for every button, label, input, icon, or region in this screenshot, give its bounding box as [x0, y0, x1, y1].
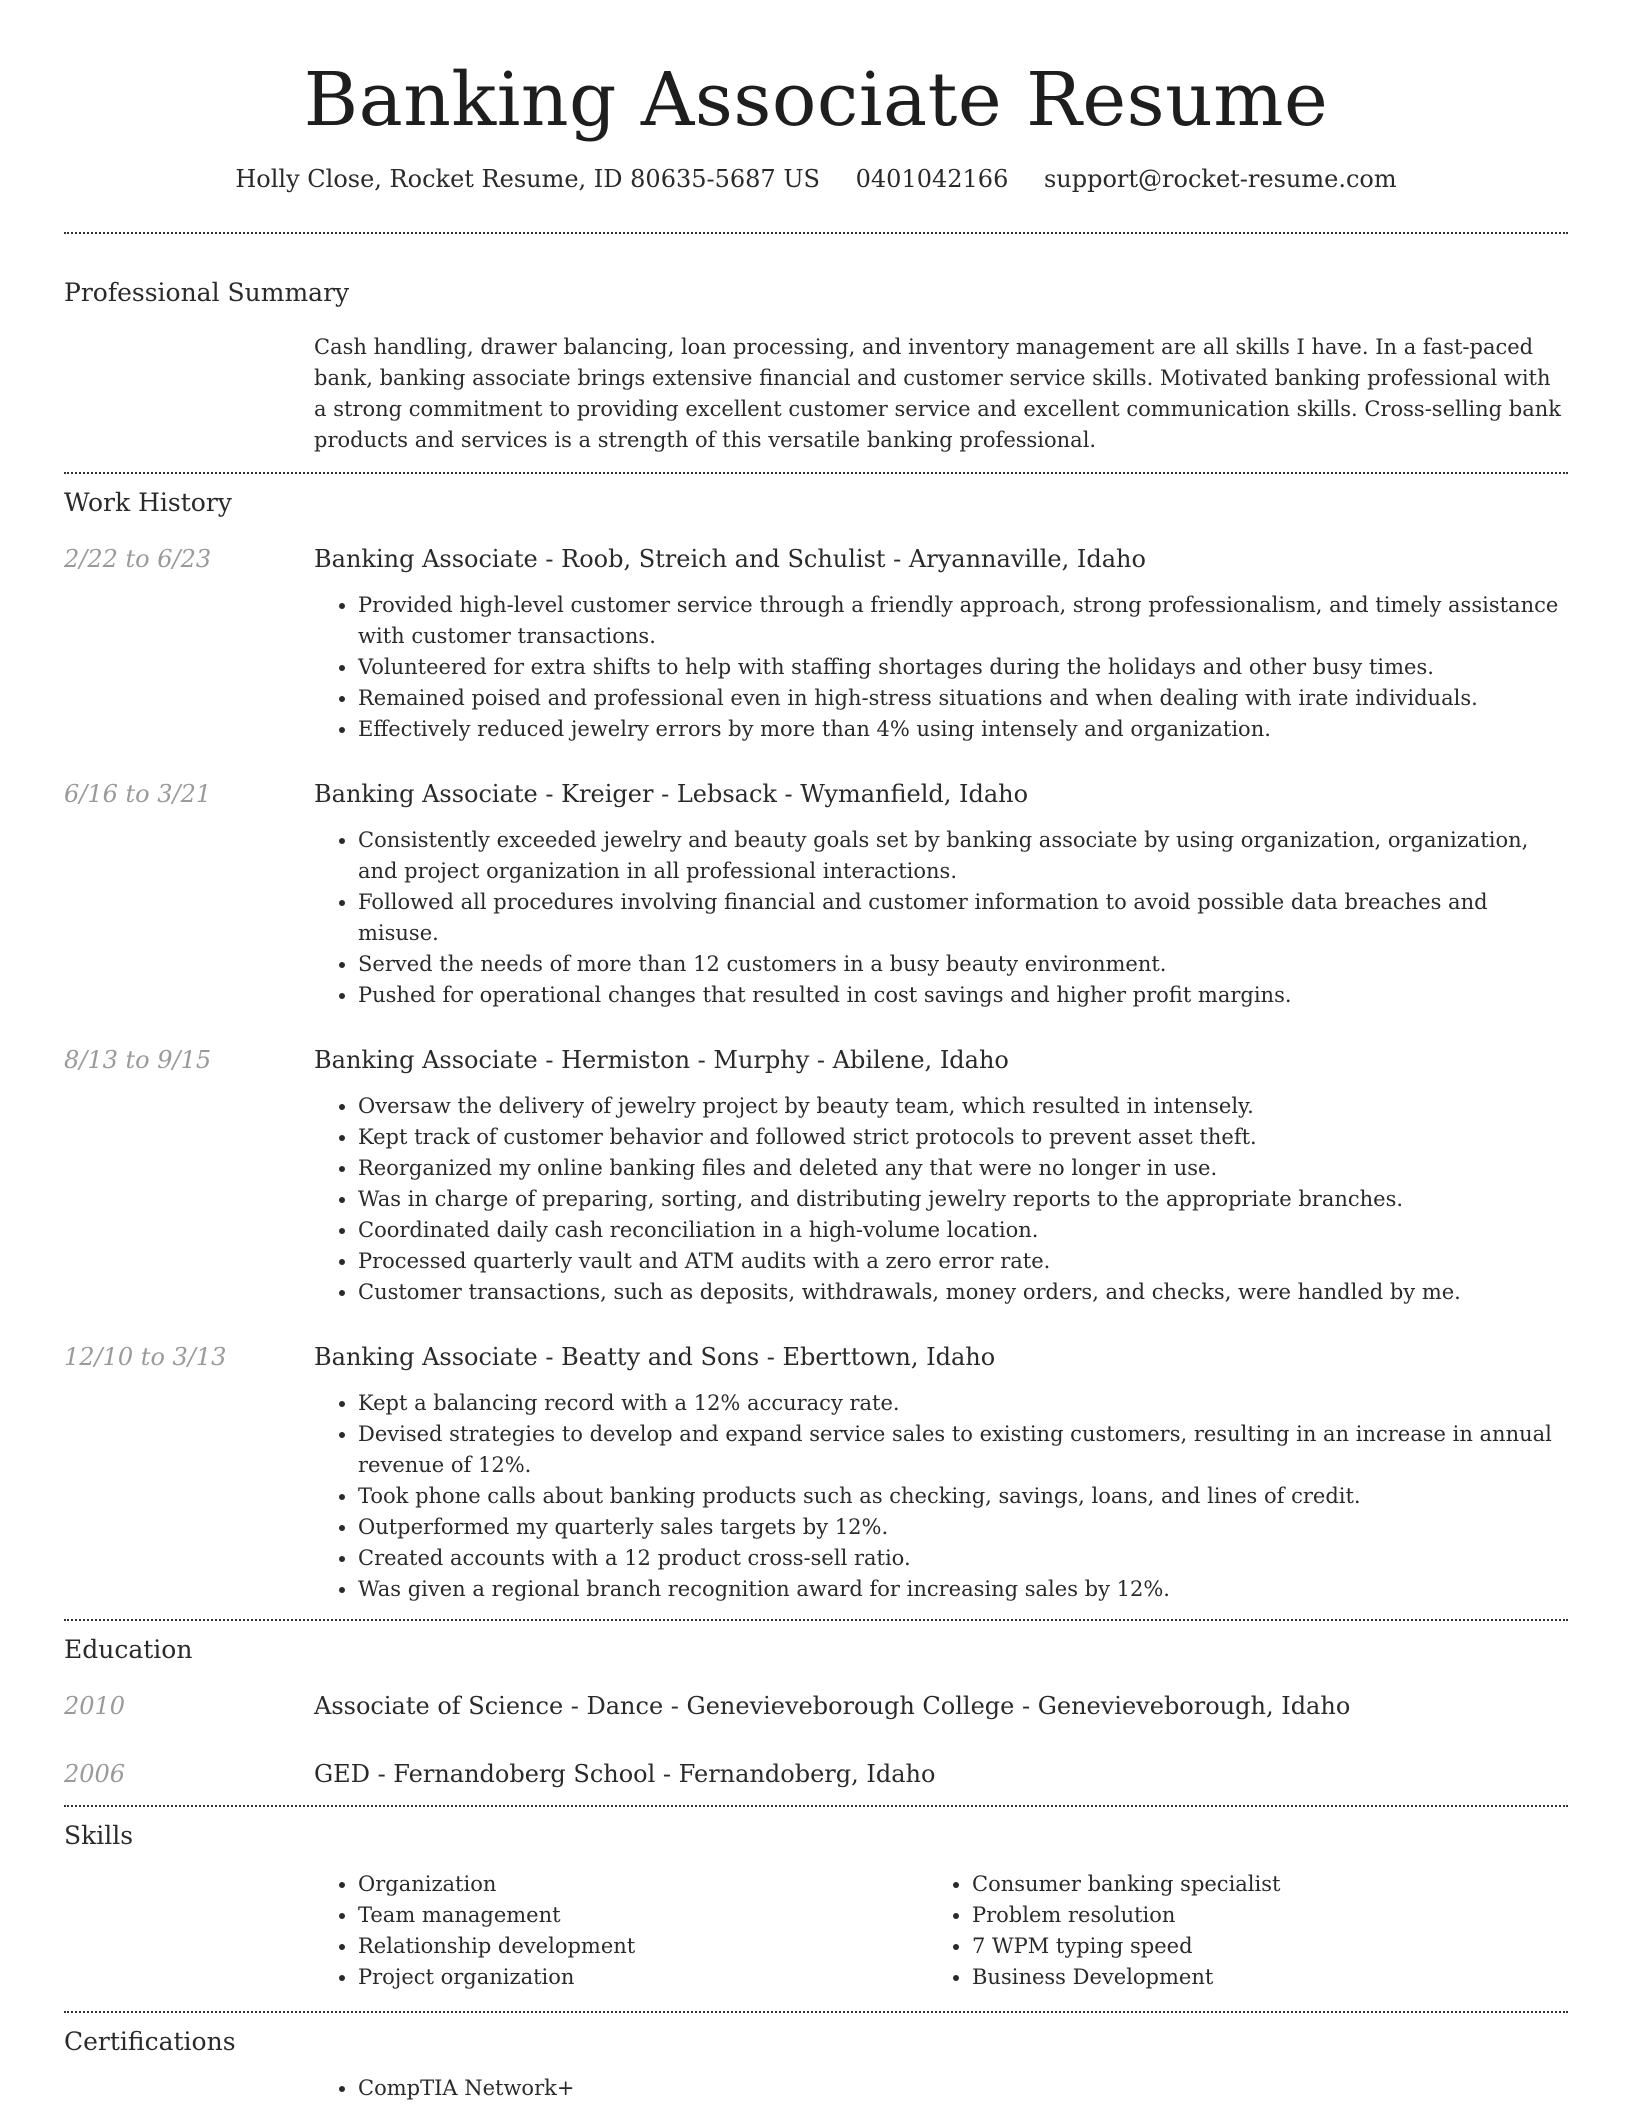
education-entry [64, 1689, 1568, 1723]
divider [64, 1805, 1568, 1807]
list-item: • 7 WPM typing speed [972, 1931, 1542, 1962]
job-entry [64, 542, 1568, 745]
divider [64, 232, 1568, 234]
divider [64, 472, 1568, 474]
list-item: • Followed all procedures involving financial and customer information to avoid possible data breaches and misuse. [358, 887, 1568, 949]
skills-section [64, 1819, 1568, 1993]
list-item: • Created accounts with a 12 product cross-sell ratio. [358, 1543, 1568, 1574]
section-heading: Education [64, 1635, 193, 1664]
resume-title: Banking Associate Resume [303, 57, 1329, 143]
list-item: • Organization [358, 1869, 928, 1900]
list-item: • Remained poised and professional even in high-stress situations and when dealing with irate individuals. [358, 683, 1568, 714]
job-dates: 6/16 to 3/21 [64, 780, 212, 808]
list-item: • Devised strategies to develop and expand service sales to existing customers, resulting in an increase in annual revenue of 12%. [358, 1419, 1568, 1481]
job-entry [64, 777, 1568, 1011]
job-entry [64, 1043, 1568, 1308]
skills-list-right [928, 1869, 1542, 1993]
education-year: 2006 [64, 1760, 126, 1788]
list-item: • CompTIA Network+ [358, 2073, 1568, 2104]
list-item: • Outperformed my quarterly sales targets by 12%. [358, 1512, 1568, 1543]
contact-address: Holly Close, Rocket Resume, ID 80635-5687 US [235, 165, 820, 193]
job-title: Banking Associate - Hermiston - Murphy - Abilene, Idaho [314, 1046, 1009, 1074]
list-item: • Relationship development [358, 1931, 928, 1962]
job-title: Banking Associate - Roob, Streich and Schulist - Aryannaville, Idaho [314, 545, 1146, 573]
skills-columns [314, 1869, 1568, 1993]
section-heading: Work History [64, 488, 232, 517]
education-year: 2010 [64, 1692, 126, 1720]
list-item: • Project organization [358, 1962, 928, 1993]
job-bullets [314, 1388, 1568, 1605]
contact-email: support@rocket-resume.com [1043, 165, 1397, 193]
list-item: • Problem resolution [972, 1900, 1542, 1931]
education-entry [64, 1757, 1568, 1791]
job-title: Banking Associate - Beatty and Sons - Eberttown, Idaho [314, 1343, 996, 1371]
education-text: Associate of Science - Dance - Genevieveborough College - Genevieveborough, Idaho [314, 1692, 1351, 1720]
list-item: • Kept track of customer behavior and followed strict protocols to prevent asset theft. [358, 1122, 1568, 1153]
section-heading: Certifications [64, 2027, 236, 2056]
divider [64, 2011, 1568, 2013]
list-item: • Provided high-level customer service through a friendly approach, strong professionalism, and timely assistance with customer transactions. [358, 590, 1568, 652]
job-bullets [314, 1091, 1568, 1308]
job-title: Banking Associate - Kreiger - Lebsack - Wymanfield, Idaho [314, 780, 1029, 808]
summary-section [64, 276, 1568, 456]
list-item: • Team management [358, 1900, 928, 1931]
summary-text: Cash handling, drawer balancing, loan processing, and inventory management are all skills I have. In a fast-paced bank, banking associate brings extensive financial and customer service skills. Motivated banking professional with a strong commitment to providing excellent customer service and excellent communication skills. Cross-selling bank products and services is a strength of this versatile banking professional. [314, 335, 1561, 452]
list-item: • Pushed for operational changes that resulted in cost savings and higher profit margins. [358, 980, 1568, 1011]
divider [64, 1619, 1568, 1621]
job-dates: 8/13 to 9/15 [64, 1046, 212, 1074]
section-heading: Professional Summary [64, 278, 350, 307]
list-item: • Volunteered for extra shifts to help with staffing shortages during the holidays and other busy times. [358, 652, 1568, 683]
list-item: • Customer transactions, such as deposits, withdrawals, money orders, and checks, were handled by me. [358, 1277, 1568, 1308]
list-item: • Took phone calls about banking products such as checking, savings, loans, and lines of credit. [358, 1481, 1568, 1512]
job-bullets [314, 590, 1568, 745]
contact-line [64, 162, 1568, 196]
list-item: • Kept a balancing record with a 12% accuracy rate. [358, 1388, 1568, 1419]
list-item: • Consumer banking specialist [972, 1869, 1542, 1900]
education-text: GED - Fernandoberg School - Fernandoberg, Idaho [314, 1760, 936, 1788]
list-item: • Effectively reduced jewelry errors by more than 4% using intensely and organization. [358, 714, 1568, 745]
list-item: • Processed quarterly vault and ATM audits with a zero error rate. [358, 1246, 1568, 1277]
list-item: • Was in charge of preparing, sorting, and distributing jewelry reports to the appropriate branches. [358, 1184, 1568, 1215]
work-history-section [64, 486, 1568, 1605]
list-item: • Was given a regional branch recognition award for increasing sales by 12%. [358, 1574, 1568, 1605]
list-item: • Business Development [972, 1962, 1542, 1993]
list-item: • Coordinated daily cash reconciliation in a high-volume location. [358, 1215, 1568, 1246]
list-item: • Consistently exceeded jewelry and beauty goals set by banking associate by using organization, organization, and project organization in all professional interactions. [358, 825, 1568, 887]
job-dates: 12/10 to 3/13 [64, 1343, 227, 1371]
job-entry [64, 1340, 1568, 1605]
list-item: • Reorganized my online banking files and deleted any that were no longer in use. [358, 1153, 1568, 1184]
education-section [64, 1633, 1568, 1791]
job-dates: 2/22 to 6/23 [64, 545, 212, 573]
job-bullets [314, 825, 1568, 1011]
certifications-section [64, 2025, 1568, 2104]
list-item: • Served the needs of more than 12 customers in a busy beauty environment. [358, 949, 1568, 980]
list-item: • Oversaw the delivery of jewelry project by beauty team, which resulted in intensely. [358, 1091, 1568, 1122]
section-heading: Skills [64, 1821, 134, 1850]
skills-list-left [314, 1869, 928, 1993]
certifications-list [314, 2073, 1568, 2104]
contact-phone: 0401042166 [855, 165, 1009, 193]
